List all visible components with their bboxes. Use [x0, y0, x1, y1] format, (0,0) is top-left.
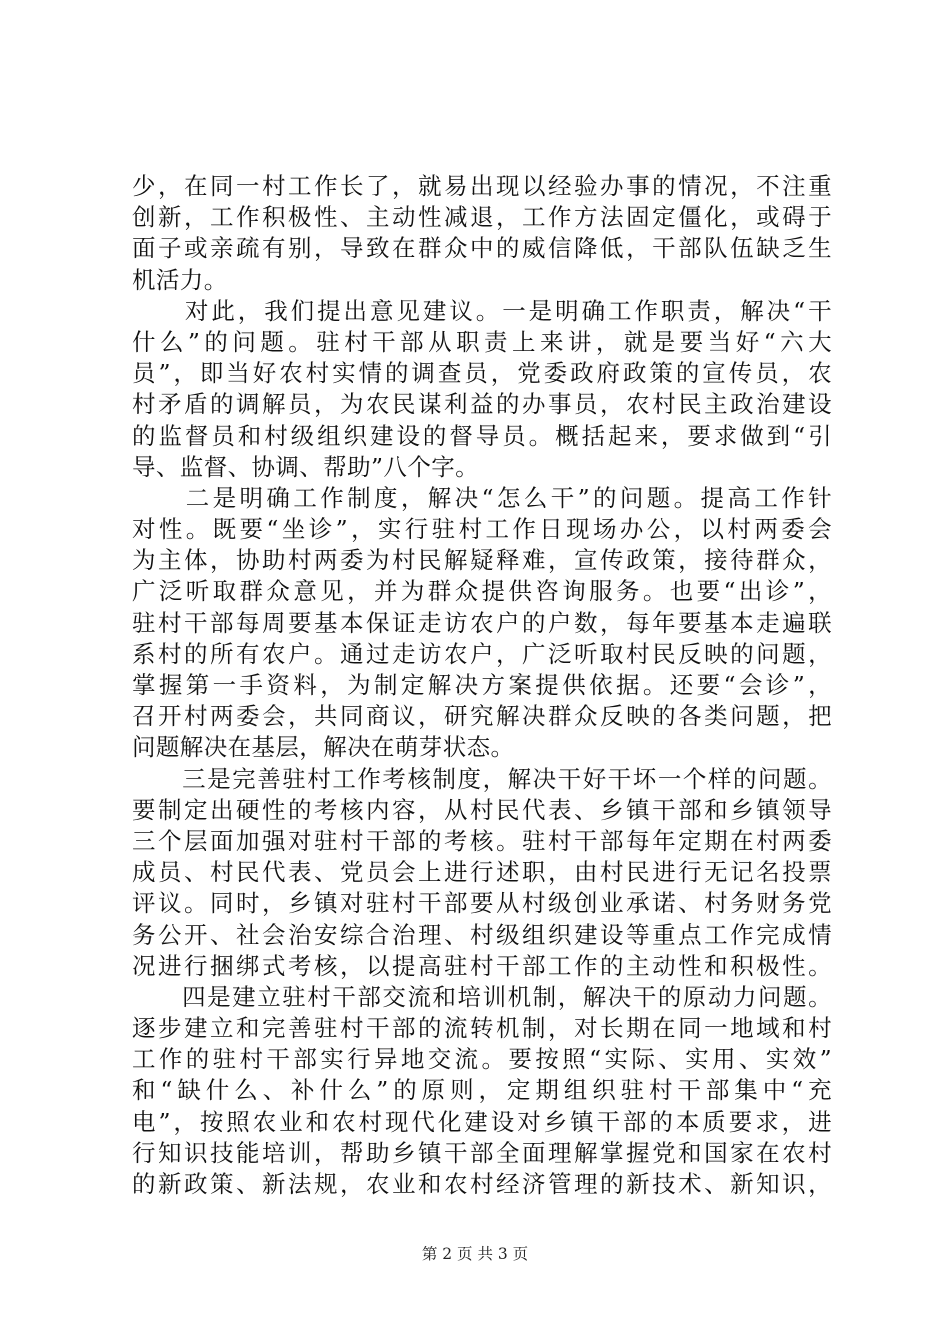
text-line: 机活力。 [132, 265, 228, 294]
text-line: 工作的驻村干部实行异地交流。要按照“实际、实用、实效” [132, 1045, 832, 1074]
text-line: 对性。既要“坐诊”，实行驻村工作日现场办公，以村两委会 [132, 515, 832, 544]
text-line: 和“缺什么、补什么”的原则，定期组织驻村干部集中“充 [132, 1076, 832, 1105]
text-line: 三个层面加强对驻村干部的考核。驻村干部每年定期在村两委 [132, 826, 832, 855]
text-line: 况进行捆绑式考核，以提高驻村干部工作的主动性和积极性。 [132, 951, 832, 980]
text-line: 创新，工作积极性、主动性减退，工作方法固定僵化，或碍于 [132, 203, 832, 232]
text-line: 行知识技能培训，帮助乡镇干部全面理解掌握党和国家在农村 [132, 1138, 832, 1167]
text-line: 少，在同一村工作长了，就易出现以经验办事的情况，不注重 [132, 172, 832, 200]
text-line: 逐步建立和完善驻村干部的流转机制，对长期在同一地域和村 [132, 1014, 832, 1043]
text-line: 电”，按照农业和农村现代化建设对乡镇干部的本质要求，进 [132, 1107, 832, 1136]
text-line: 成员、村民代表、党员会上进行述职，由村民进行无记名投票 [132, 858, 832, 887]
page-number-footer: 第 2 页 共 3 页 [421, 1245, 529, 1263]
text-line: 掌握第一手资料，为制定解决方案提供依据。还要“会诊”， [132, 671, 832, 699]
text-line: 三是完善驻村工作考核制度，解决干好干坏一个样的问题。 [132, 764, 832, 793]
text-line: 面子或亲疏有别，导致在群众中的威信降低，干部队伍缺乏生 [132, 234, 832, 263]
text-line: 员”，即当好农村实情的调查员，党委政府政策的宣传员，农 [132, 359, 832, 388]
text-line: 驻村干部每周要基本保证走访农户的户数，每年要基本走遍联 [132, 608, 832, 637]
text-line: 务公开、社会治安综合治理、村级组织建设等重点工作完成情 [132, 920, 832, 949]
text-line: 系村的所有农户。通过走访农户，广泛听取村民反映的问题， [132, 639, 832, 668]
text-line: 评议。同时，乡镇对驻村干部要从村级创业承诺、村务财务党 [132, 889, 832, 918]
text-line: 问题解决在基层，解决在萌芽状态。 [132, 733, 515, 762]
text-line: 要制定出硬性的考核内容，从村民代表、乡镇干部和乡镇领导 [132, 795, 832, 824]
text-line: 广泛听取群众意见，并为群众提供咨询服务。也要“出诊”， [132, 577, 832, 606]
text-line: 四是建立驻村干部交流和培训机制，解决干的原动力问题。 [132, 982, 832, 1011]
text-line: 召开村两委会，共同商议，研究解决群众反映的各类问题，把 [132, 702, 832, 731]
text-line: 导、监督、协调、帮助”八个字。 [132, 452, 480, 481]
text-line: 对此，我们提出意见建议。一是明确工作职责，解决“干 [132, 296, 832, 325]
text-line: 为主体，协助村两委为村民解疑释难，宣传政策，接待群众， [132, 546, 832, 575]
document-body [132, 171, 832, 1200]
text-line: 的新政策、新法规，农业和农村经济管理的新技术、新知识， [132, 1170, 832, 1198]
text-line: 村矛盾的调解员，为农民谋利益的办事员，农村民主政治建设 [132, 390, 832, 419]
text-line: 二是明确工作制度，解决“怎么干”的问题。提高工作针 [132, 483, 832, 512]
text-line: 什么”的问题。驻村干部从职责上来讲，就是要当好“六大 [132, 327, 832, 356]
text-line: 的监督员和村级组织建设的督导员。概括起来，要求做到“引 [132, 421, 832, 450]
